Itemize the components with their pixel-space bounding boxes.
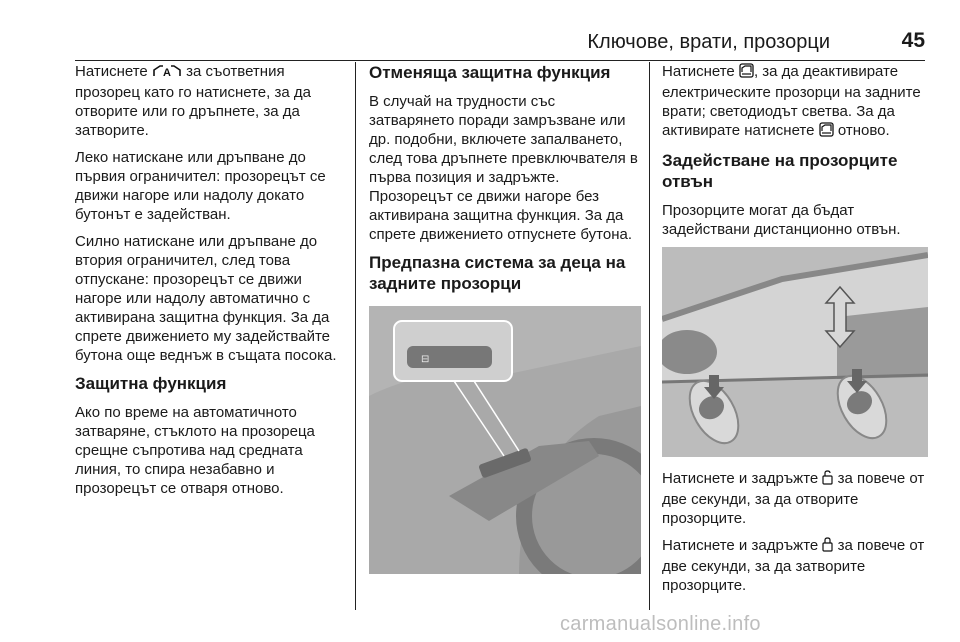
column-divider: [355, 62, 356, 610]
svg-text:A: A: [162, 67, 171, 78]
paragraph: Силно натискане или дръпване до втория ограничител, след това отпускане: прозорецът се движи нагоре или надолу автоматично с активирана защитна функция. За да спрете движението му задействайте бутона още веднъж в същата посока.: [75, 233, 337, 364]
column-divider: [649, 62, 650, 610]
watermark: carmanualsonline.info: [560, 613, 761, 635]
section-heading: Защитна функция: [75, 374, 227, 393]
lock-key-icon: [822, 537, 833, 557]
section-heading: Предпазна система за деца на задните прозорци: [369, 253, 626, 293]
section-heading: Отменяща защитна функция: [369, 63, 611, 82]
page-header: [75, 30, 925, 61]
paragraph: Прозорците могат да бъдат задействани дистанционно отвън.: [662, 202, 901, 238]
column-1: [75, 62, 347, 506]
svg-text:⊟: ⊟: [421, 354, 430, 365]
auto-window-switch-icon: [152, 64, 182, 83]
child-window-lock-icon: [819, 122, 834, 142]
remote-window-illustration: [662, 247, 928, 457]
page-number: 45: [901, 29, 925, 52]
column-3: [662, 62, 928, 603]
paragraph: В случай на трудности със затварянето поради замръзване или др. подобни, включете запалването, след това дръпнете превключвателя в първа позиция и задръжте. Прозорецът се движи нагоре без активирана защитна функция. За да спрете движението отпуснете бутона.: [369, 93, 638, 243]
child-window-lock-icon: [739, 63, 754, 83]
paragraph: Натиснете , за да деактивирате електрическите прозорци на задните врати; светодиодът светва. За да активирате натиснете отново.: [662, 62, 928, 142]
section-heading: Задействане на прозорците отвън: [662, 151, 898, 191]
door-switch-illustration: [369, 306, 641, 574]
paragraph: Натиснете и задръжте за повече от две секунди, за да затворите прозорците.: [662, 537, 925, 594]
page-title: Ключове, врати, прозорци: [587, 31, 830, 53]
paragraph: Натиснете A за съответния прозорец като го натиснете, за да отворите или го дръпнете, за да затворите.: [75, 63, 311, 139]
paragraph: Ако по време на автоматичното затваряне, стъклото на прозореца срещне съпротива над средната линия, то спира незабавно и прозорецът се отваря отново.: [75, 404, 315, 497]
column-2: [369, 62, 641, 574]
paragraph: Натиснете и задръжте за повече от две секунди, за да отворите прозорците.: [662, 470, 925, 527]
unlock-key-icon: [822, 470, 833, 490]
paragraph: Леко натискане или дръпване до първия ограничител: прозорецът се движи нагоре или надолу докато бутонът е задействан.: [75, 149, 326, 223]
